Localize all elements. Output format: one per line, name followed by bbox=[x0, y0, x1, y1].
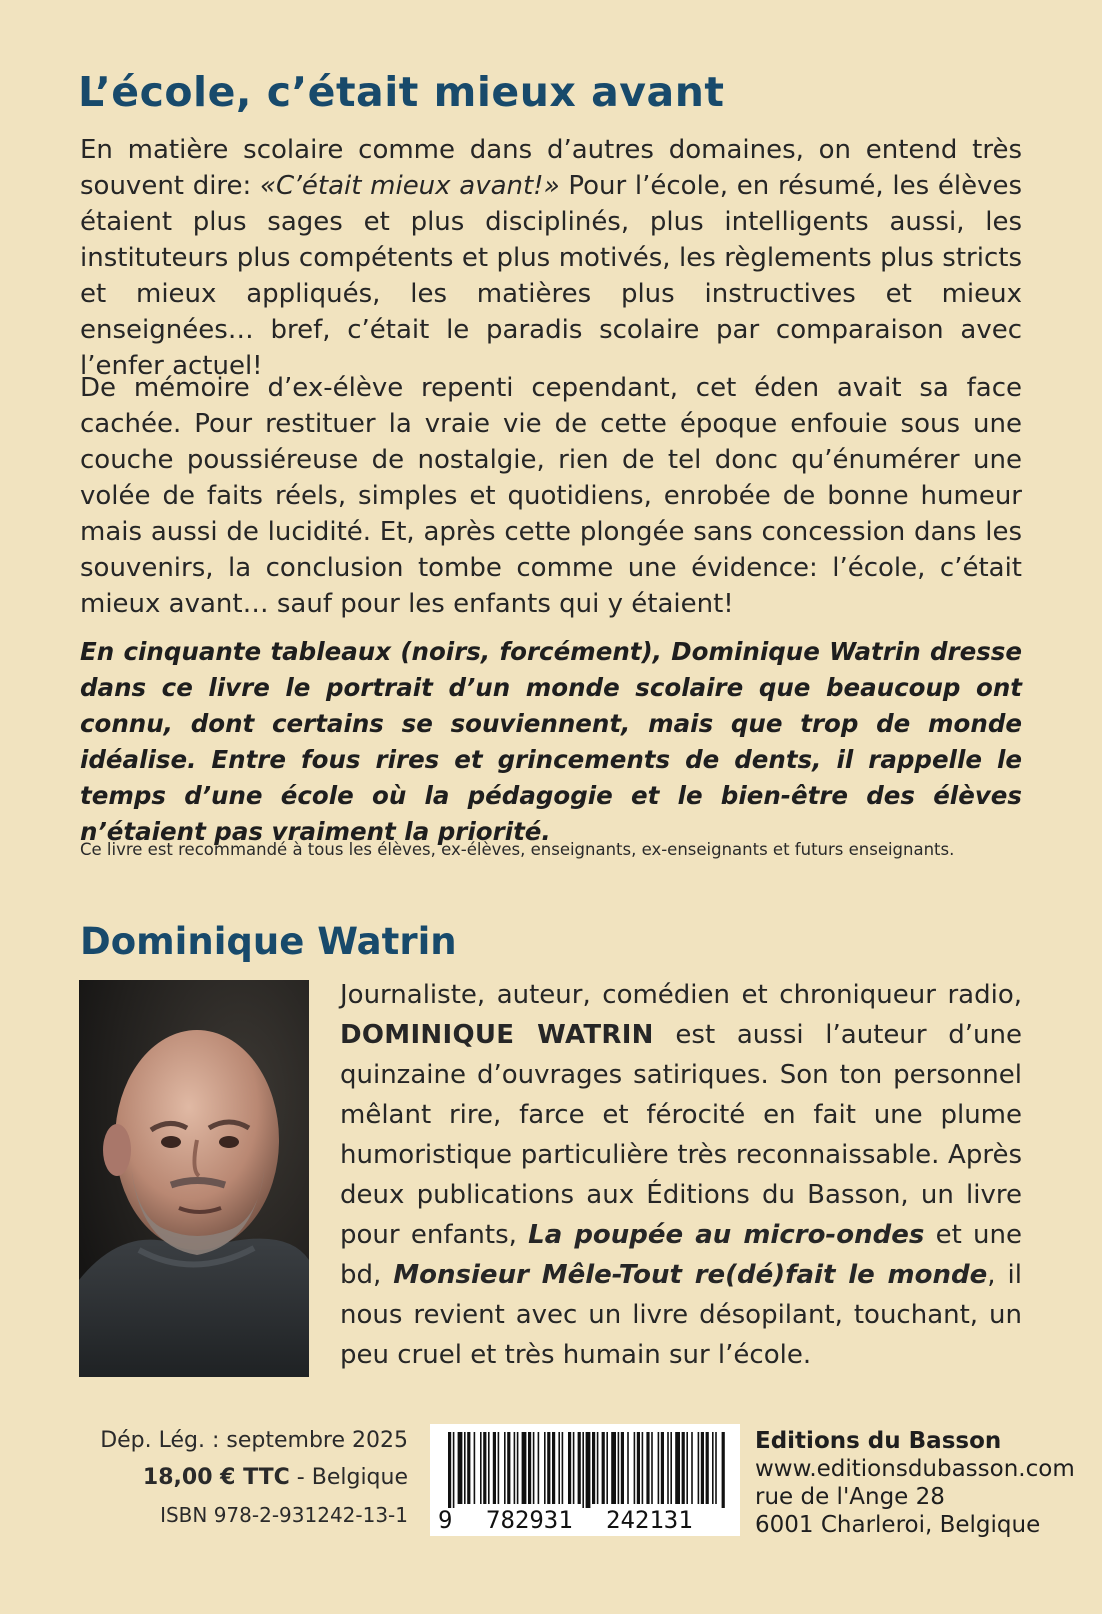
barcode-bar-12 bbox=[507, 1432, 510, 1504]
summary-paragraph: En cinquante tableaux (noirs, forcément), Dominique Watrin dresse dans ce livre le portrait d’un monde scolaire que beaucoup ont connu, dont certains se souviennent, mais que trop de monde idéalise. Entre fous rires et grincements de dents, il rappelle le temps d’une école où la pédagogie et le bien-être des élèves n’étaient pas vraiment la priorité. bbox=[80, 637, 1022, 846]
barcode-bar-31 bbox=[602, 1432, 605, 1504]
publisher-name: Editions du Basson bbox=[755, 1428, 1002, 1454]
barcode-right-group: 242131 bbox=[606, 1506, 693, 1534]
barcode-bar-18 bbox=[538, 1432, 540, 1504]
bio-text-2: est aussi l’auteur d’une quinzaine d’ouvrages satiriques. Son ton personnel mêlant rire, farce et férocité en fait une plume humoristique particulière très reconnaissable. Après deux publications aux Éditions du Basson, un livre pour enfants, bbox=[340, 1020, 1022, 1250]
barcode-bar-17 bbox=[533, 1432, 535, 1504]
barcode-bar-7 bbox=[483, 1432, 486, 1504]
publisher-street: rue de l'Ange 28 bbox=[755, 1484, 945, 1510]
barcode-bar-26 bbox=[578, 1432, 581, 1504]
barcode-bar-25 bbox=[573, 1432, 575, 1504]
barcode-bar-28 bbox=[586, 1432, 591, 1508]
book-title: L’école, c’était mieux avant bbox=[78, 68, 725, 116]
author-biography bbox=[340, 975, 1022, 1375]
barcode-bar-54 bbox=[715, 1432, 717, 1504]
barcode-bar-35 bbox=[621, 1432, 624, 1504]
barcode-bar-40 bbox=[646, 1432, 649, 1504]
barcode-bar-13 bbox=[514, 1432, 516, 1504]
barcode-bar-52 bbox=[706, 1432, 709, 1504]
barcode-bar-21 bbox=[552, 1432, 555, 1504]
barcode-bar-29 bbox=[592, 1432, 595, 1504]
barcode-bar-9 bbox=[493, 1432, 496, 1504]
barcode-bar-42 bbox=[658, 1432, 660, 1504]
publisher-website: www.editionsdubasson.com bbox=[755, 1456, 1075, 1482]
recommendation-note: Ce livre est recommandé à tous les élèves, ex-élèves, enseignants, ex-enseignants et futurs enseignants. bbox=[80, 840, 955, 859]
publisher-city: 6001 Charleroi, Belgique bbox=[755, 1512, 1041, 1538]
barcode-bar-37 bbox=[634, 1432, 636, 1504]
barcode-bar-44 bbox=[667, 1432, 669, 1504]
barcode-bar-51 bbox=[701, 1432, 704, 1504]
barcode-first-digit: 9 bbox=[438, 1506, 453, 1534]
barcode bbox=[430, 1424, 740, 1536]
barcode-bar-15 bbox=[522, 1432, 527, 1504]
barcode-bar-41 bbox=[651, 1432, 653, 1504]
barcode-left-group: 782931 bbox=[486, 1506, 573, 1534]
barcode-bar-32 bbox=[606, 1432, 608, 1504]
barcode-bar-53 bbox=[712, 1432, 714, 1504]
barcode-bar-1 bbox=[453, 1432, 455, 1508]
barcode-bar-2 bbox=[458, 1432, 463, 1504]
barcode-bar-33 bbox=[611, 1432, 616, 1504]
bio-book-title-2: Monsieur Mêle-Tout re(dé)fait le monde bbox=[393, 1260, 988, 1290]
author-heading: Dominique Watrin bbox=[80, 920, 457, 963]
barcode-bar-30 bbox=[597, 1432, 599, 1504]
bio-book-title-1: La poupée au micro-ondes bbox=[528, 1220, 925, 1250]
barcode-bar-5 bbox=[474, 1432, 476, 1504]
barcode-bar-24 bbox=[568, 1432, 571, 1504]
barcode-bar-6 bbox=[480, 1432, 482, 1504]
barcode-bar-38 bbox=[637, 1432, 640, 1504]
barcode-bar-36 bbox=[627, 1432, 629, 1504]
barcode-bar-20 bbox=[547, 1432, 550, 1504]
barcode-bar-22 bbox=[558, 1432, 560, 1504]
barcode-bar-16 bbox=[528, 1432, 531, 1504]
bio-text-4: , il nous revient avec un livre désopilant, touchant, un peu cruel et très humain sur l’école. bbox=[340, 1260, 1022, 1370]
barcode-bar-45 bbox=[670, 1432, 672, 1504]
barcode-bars bbox=[430, 1424, 740, 1508]
price-value: 18,00 € TTC bbox=[142, 1465, 290, 1490]
price-line bbox=[40, 1465, 408, 1490]
barcode-bar-8 bbox=[488, 1432, 490, 1504]
intro-text-start: En matière scolaire comme dans d’autres domaines, on entend très souvent dire: bbox=[80, 135, 1022, 201]
memory-paragraph: De mémoire d’ex-élève repenti cependant, cet éden avait sa face cachée. Pour restituer la vraie vie de cette époque enfouie sous une couche poussiéreuse de nostalgie, rien de tel donc qu’énumérer une volée de faits réels, simples et quotidiens, enrobée de bonne humeur mais aussi de lucidité. Et, après cette plongée sans concession dans les souvenirs, la conclusion tombe comme une évidence: l’école, c’était mieux avant… sauf pour les enfants qui y étaient! bbox=[80, 373, 1022, 619]
barcode-bar-23 bbox=[562, 1432, 564, 1504]
barcode-bar-43 bbox=[661, 1432, 664, 1504]
legal-deposit: Dép. Lég. : septembre 2025 bbox=[100, 1428, 408, 1453]
barcode-bar-55 bbox=[722, 1432, 725, 1508]
intro-quote: «C’était mieux avant!» bbox=[260, 171, 560, 201]
barcode-bar-27 bbox=[582, 1432, 584, 1508]
bio-text-3: et une bd, bbox=[340, 1220, 1022, 1290]
barcode-digits bbox=[430, 1506, 740, 1534]
author-portrait-illustration bbox=[79, 980, 309, 1377]
barcode-bar-39 bbox=[642, 1432, 644, 1504]
barcode-bar-47 bbox=[682, 1432, 685, 1504]
barcode-bar-46 bbox=[675, 1432, 680, 1504]
barcode-bar-19 bbox=[544, 1432, 546, 1504]
barcode-bar-3 bbox=[464, 1432, 466, 1504]
isbn-number: ISBN 978-2-931242-13-1 bbox=[160, 1503, 408, 1527]
author-photo bbox=[79, 980, 309, 1377]
intro-text-end: Pour l’école, en résumé, les élèves étaient plus sages et plus disciplinés, plus intelligents aussi, les instituteurs plus compétents et plus motivés, les règlements plus stricts et mieux appliqués, les matières plus instructives et mieux enseignées… bref, c’était le paradis scolaire par comparaison avec l’enfer actuel! bbox=[80, 171, 1022, 381]
barcode-bar-4 bbox=[467, 1432, 470, 1504]
bio-author-name: DOMINIQUE WATRIN bbox=[340, 1020, 654, 1050]
barcode-bar-50 bbox=[698, 1432, 700, 1504]
bio-text-1: Journaliste, auteur, comédien et chroniqueur radio, bbox=[340, 980, 1022, 1010]
barcode-bar-48 bbox=[686, 1432, 688, 1504]
price-region: - Belgique bbox=[289, 1465, 408, 1490]
barcode-bar-11 bbox=[504, 1432, 506, 1504]
intro-paragraph bbox=[80, 132, 1022, 384]
barcode-bar-14 bbox=[517, 1432, 519, 1504]
barcode-bar-0 bbox=[448, 1432, 451, 1508]
barcode-bar-10 bbox=[498, 1432, 500, 1504]
barcode-bar-49 bbox=[691, 1432, 693, 1504]
barcode-bar-34 bbox=[618, 1432, 620, 1504]
